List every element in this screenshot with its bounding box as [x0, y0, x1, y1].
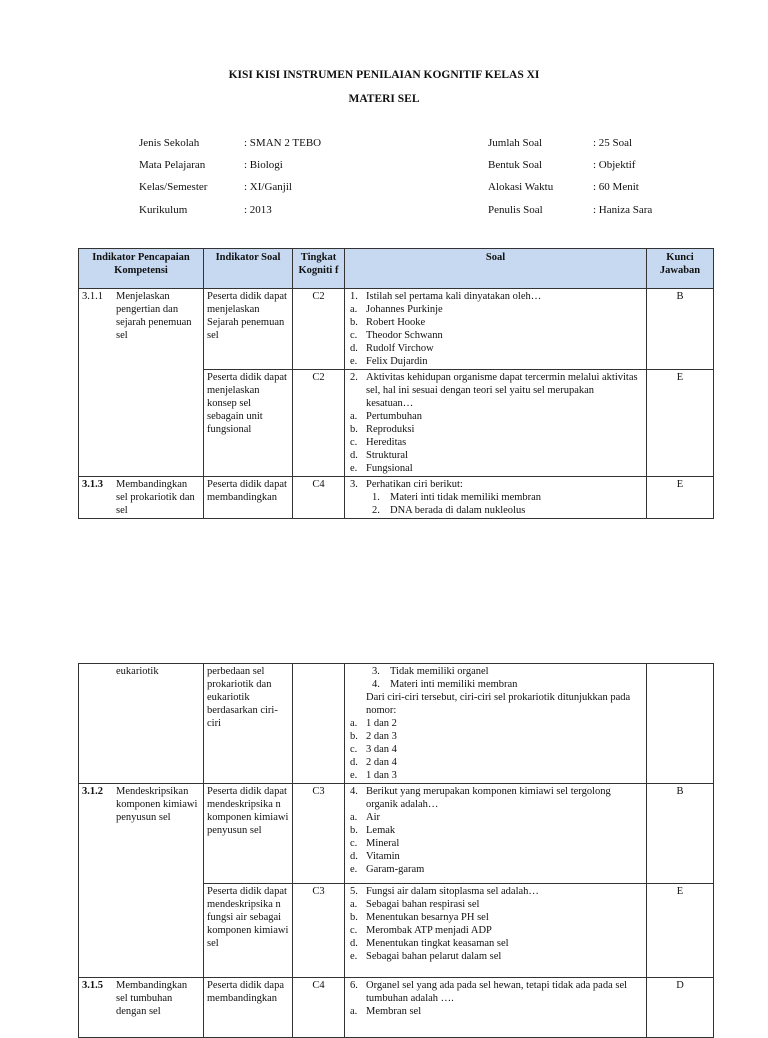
table-header-row: [79, 249, 714, 289]
option-letter: c.: [350, 925, 358, 936]
question-number: 6.: [350, 980, 358, 991]
option-text: Reproduksi: [366, 424, 415, 435]
sub-item-number: 4.: [372, 679, 380, 690]
info-value: : 2013: [244, 204, 272, 216]
option-letter: d.: [350, 757, 358, 768]
question-number: 1.: [350, 291, 358, 302]
answer-key-cell: B: [647, 784, 714, 884]
option-letter: e.: [350, 770, 358, 781]
option-text: Menentukan tingkat keasaman sel: [366, 938, 509, 949]
table-row: [79, 289, 714, 370]
option-letter: d.: [350, 938, 358, 949]
option-letter: a.: [350, 304, 358, 315]
sub-item-number: 3.: [372, 666, 380, 677]
info-label: Mata Pelajaran: [139, 159, 206, 171]
option-letter: c.: [350, 838, 358, 849]
answer-key-cell: E: [647, 477, 714, 519]
option-text: 1 dan 3: [366, 770, 397, 781]
option-letter: e.: [350, 864, 358, 875]
answer-key-cell: D: [647, 978, 714, 1038]
indikator-kompetensi-cell: [79, 664, 204, 784]
header-indikator-kompetensi: Indikator Pencapaian Kompetensi: [79, 249, 204, 289]
indikator-code: 3.1.2: [82, 786, 103, 797]
option-text: Hereditas: [366, 437, 407, 448]
indikator-text: Membandingkan sel prokariotik dan sel: [116, 479, 195, 516]
indikator-text: Membandingkan sel tumbuhan dengan sel: [116, 980, 188, 1017]
info-value: : XI/Ganjil: [244, 181, 292, 193]
question-cell: [345, 784, 647, 884]
option-text: Theodor Schwann: [366, 330, 443, 341]
option-letter: b.: [350, 825, 358, 836]
indikator-soal-cell: Peserta didik dapat menjelaskan Sejarah penemuan sel: [204, 289, 293, 370]
level-cell: C3: [293, 784, 345, 884]
indikator-code: 3.1.1: [82, 291, 103, 302]
option-text: Struktural: [366, 450, 408, 461]
indikator-code: 3.1.3: [82, 479, 103, 490]
question-cell: [345, 884, 647, 978]
info-value: : Haniza Sara: [593, 204, 653, 216]
question-text: Dari ciri-ciri tersebut, ciri-ciri sel prokariotik ditunjukkan pada nomor:: [366, 692, 631, 716]
table-row: [79, 477, 714, 519]
indikator-text: Mendeskripsikan komponen kimiawi penyusun sel: [116, 786, 198, 823]
level-cell: C4: [293, 978, 345, 1038]
option-letter: d.: [350, 450, 358, 461]
answer-key-cell: [647, 664, 714, 784]
question-text: Istilah sel pertama kali dinyatakan oleh…: [366, 291, 542, 302]
option-text: Merombak ATP menjadi ADP: [366, 925, 492, 936]
question-cell: [345, 370, 647, 477]
question-text: Berikut yang merupakan komponen kimiawi sel tergolong organik adalah…: [366, 786, 611, 810]
document-subtitle: MATERI SEL: [348, 93, 420, 105]
question-text: Organel sel yang ada pada sel hewan, tetapi tidak ada pada sel tumbuhan adalah ….: [366, 980, 628, 1004]
info-value: : SMAN 2 TEBO: [244, 137, 322, 149]
indikator-soal-cell: Peserta didik dapat menjelaskan konsep sel sebagain unit fungsional: [204, 370, 293, 477]
indikator-code: 3.1.5: [82, 980, 103, 991]
option-letter: a.: [350, 899, 358, 910]
answer-key-cell: E: [647, 884, 714, 978]
document-title: KISI KISI INSTRUMEN PENILAIAN KOGNITIF KELAS XI: [228, 69, 540, 81]
option-text: Vitamin: [366, 851, 400, 862]
question-cell: [345, 289, 647, 370]
option-letter: e.: [350, 356, 358, 367]
question-number: 4.: [350, 786, 358, 797]
option-text: Garam-garam: [366, 864, 425, 875]
option-text: 2 dan 4: [366, 757, 397, 768]
indikator-soal-cell: perbedaan sel prokariotik dan eukariotik berdasarkan ciri-ciri: [204, 664, 293, 784]
option-letter: c.: [350, 330, 358, 341]
indikator-soal-cell: Peserta didik dapat mendeskripsika n komponen kimiawi penyusun sel: [204, 784, 293, 884]
level-cell: C3: [293, 884, 345, 978]
info-label: Bentuk Soal: [488, 159, 543, 171]
option-text: Fungsional: [366, 463, 413, 474]
answer-key-cell: B: [647, 289, 714, 370]
option-text: Robert Hooke: [366, 317, 426, 328]
sub-item-text: Tidak memiliki organel: [390, 666, 489, 677]
question-cell: [345, 978, 647, 1038]
kisi-table-page2: [78, 663, 714, 1038]
sub-item-text: Materi inti memiliki membran: [390, 679, 518, 690]
option-text: Menentukan besarnya PH sel: [366, 912, 489, 923]
sub-item-text: DNA berada di dalam nukleolus: [390, 505, 526, 516]
info-value: : 60 Menit: [593, 181, 639, 193]
level-cell: C4: [293, 477, 345, 519]
sub-item-number: 2.: [372, 505, 380, 516]
sub-item-number: 1.: [372, 492, 380, 503]
option-text: 3 dan 4: [366, 744, 397, 755]
indikator-kompetensi-cell: [79, 978, 204, 1038]
option-letter: b.: [350, 912, 358, 923]
info-value: : Objektif: [593, 159, 636, 171]
question-number: 5.: [350, 886, 358, 897]
level-cell: [293, 664, 345, 784]
indikator-text: eukariotik: [116, 666, 159, 677]
question-number: 3.: [350, 479, 358, 490]
info-value: : 25 Soal: [593, 137, 633, 149]
indikator-soal-cell: Peserta didik dapa membandingkan: [204, 978, 293, 1038]
sub-item-text: Materi inti tidak memiliki membran: [390, 492, 542, 503]
option-text: Lemak: [366, 825, 396, 836]
option-text: Felix Dujardin: [366, 356, 428, 367]
question-text: Perhatikan ciri berikut:: [366, 479, 463, 490]
option-letter: c.: [350, 744, 358, 755]
option-text: Mineral: [366, 838, 400, 849]
option-letter: b.: [350, 424, 358, 435]
option-text: Rudolf Virchow: [366, 343, 434, 354]
info-label: Kelas/Semester: [139, 181, 208, 193]
option-letter: a.: [350, 718, 358, 729]
option-letter: b.: [350, 317, 358, 328]
option-letter: e.: [350, 951, 358, 962]
option-text: Johannes Purkinje: [366, 304, 443, 315]
option-letter: d.: [350, 851, 358, 862]
info-value: : Biologi: [244, 159, 283, 171]
option-letter: a.: [350, 812, 358, 823]
option-letter: c.: [350, 437, 358, 448]
option-letter: d.: [350, 343, 358, 354]
indikator-kompetensi-cell: [79, 477, 204, 519]
info-label: Jumlah Soal: [488, 137, 543, 149]
header-soal: Soal: [345, 249, 647, 289]
header-kunci-jawaban: Kunci Jawaban: [647, 249, 714, 289]
option-text: Membran sel: [366, 1006, 422, 1017]
option-letter: e.: [350, 463, 358, 474]
option-letter: b.: [350, 731, 358, 742]
indikator-text: Menjelaskan pengertian dan sejarah penemuan sel: [116, 291, 192, 341]
table-row: [79, 784, 714, 884]
indikator-kompetensi-cell: [79, 784, 204, 978]
question-cell: [345, 664, 647, 784]
level-cell: C2: [293, 370, 345, 477]
table-row: [79, 664, 714, 784]
option-letter: a.: [350, 411, 358, 422]
info-label: Penulis Soal: [488, 204, 543, 216]
indikator-kompetensi-cell: [79, 289, 204, 477]
indikator-soal-cell: Peserta didik dapat membandingkan: [204, 477, 293, 519]
option-text: 2 dan 3: [366, 731, 397, 742]
answer-key-cell: E: [647, 370, 714, 477]
option-text: Sebagai bahan respirasi sel: [366, 899, 480, 910]
question-text: Fungsi air dalam sitoplasma sel adalah…: [366, 886, 539, 897]
option-text: Pertumbuhan: [366, 411, 422, 422]
info-label: Jenis Sekolah: [139, 137, 200, 149]
question-text: Aktivitas kehidupan organisme dapat tercermin melalui aktivitas sel, hal ini sesuai dengan teori sel yaitu sel merupakan kesatuan…: [366, 372, 638, 409]
header-indikator-soal: Indikator Soal: [204, 249, 293, 289]
option-text: Sebagai bahan pelarut dalam sel: [366, 951, 502, 962]
option-text: Air: [366, 812, 380, 823]
option-letter: a.: [350, 1006, 358, 1017]
option-text: 1 dan 2: [366, 718, 397, 729]
table-row: [79, 978, 714, 1038]
info-label: Alokasi Waktu: [488, 181, 554, 193]
header-tingkat-kognitif: Tingkat Kogniti f: [293, 249, 345, 289]
question-number: 2.: [350, 372, 358, 383]
info-label: Kurikulum: [139, 204, 188, 216]
question-cell: [345, 477, 647, 519]
level-cell: C2: [293, 289, 345, 370]
kisi-table-page1: [78, 248, 714, 519]
indikator-soal-cell: Peserta didik dapat mendeskripsika n fungsi air sebagai komponen kimiawi sel: [204, 884, 293, 978]
